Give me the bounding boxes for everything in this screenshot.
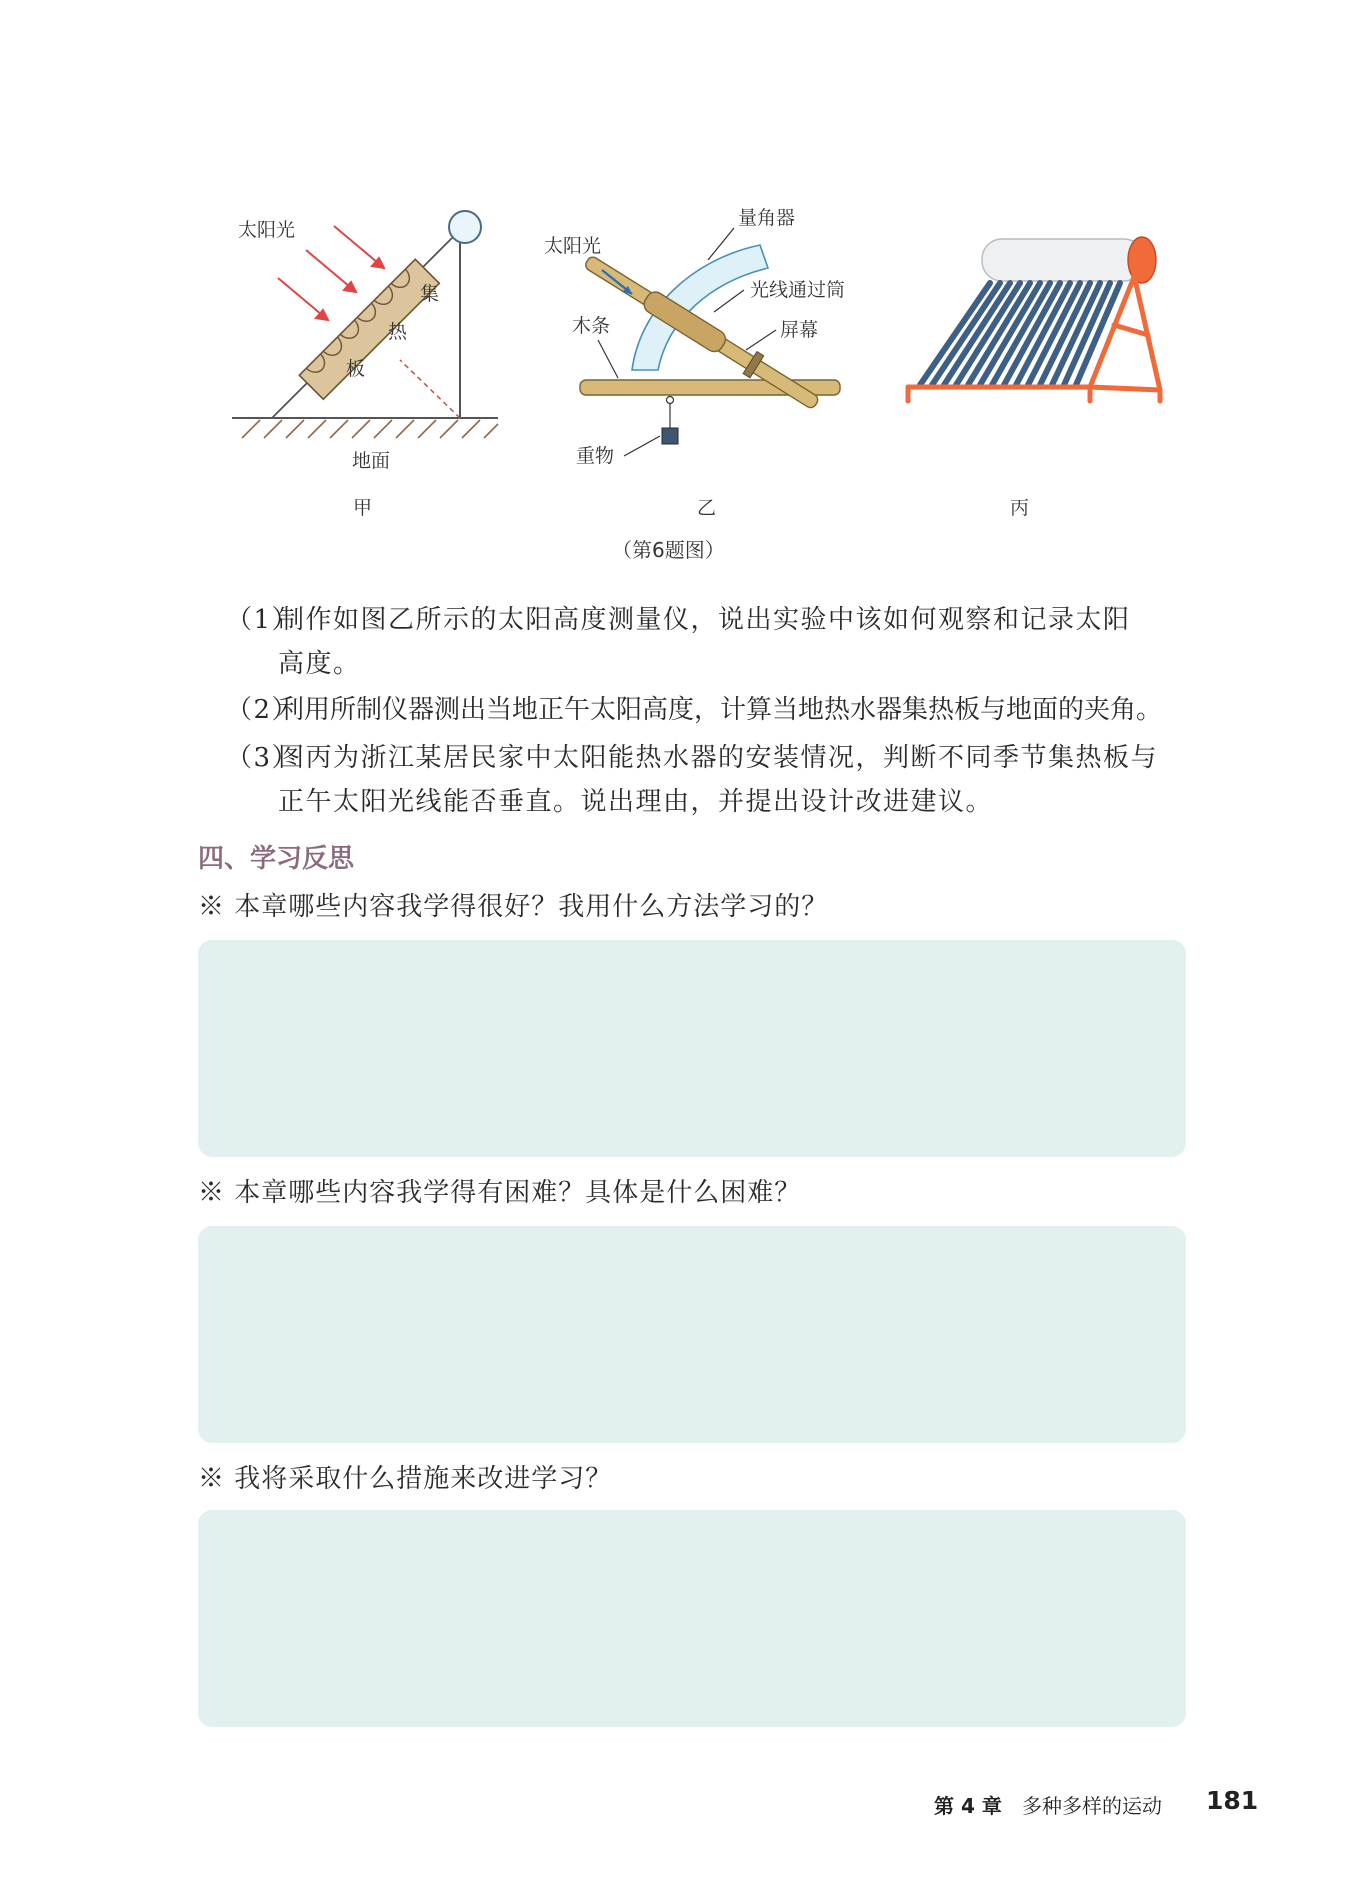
figure-yi	[540, 200, 900, 480]
answer-box-3[interactable]	[198, 1510, 1186, 1727]
question-3-number: （3）	[226, 743, 300, 773]
jia-board-char-2: 热	[388, 321, 408, 343]
figure-caption: （第6题图）	[612, 538, 725, 562]
question-1-number: （1）	[226, 605, 300, 635]
question-2-number: （2）	[226, 695, 300, 725]
figure-bing	[890, 225, 1180, 415]
jia-sunlight-label: 太阳光	[238, 219, 296, 241]
page-number: 181	[1206, 1786, 1259, 1815]
question-2-text: 利用所制仪器测出当地正午太阳高度，计算当地热水器集热板与地面的夹角。	[278, 695, 1163, 725]
reflection-prompt-3: ※ 我将采取什么措施来改进学习？	[198, 1464, 613, 1494]
figure-bing-label: 丙	[1010, 497, 1030, 519]
yi-protractor-label: 量角器	[738, 207, 796, 229]
answer-box-1[interactable]	[198, 940, 1186, 1157]
yi-sunlight-label: 太阳光	[544, 235, 602, 257]
question-1-text: 制作如图乙所示的太阳高度测量仪，说出实验中该如何观察和记录太阳	[278, 605, 1131, 635]
question-3-text-cont: 正午太阳光线能否垂直。说出理由，并提出设计改进建议。	[278, 787, 994, 817]
yi-weight-label: 重物	[576, 445, 615, 467]
question-1	[226, 598, 1186, 686]
figure-yi-label: 乙	[697, 497, 717, 519]
question-3-text: 图丙为浙江某居民家中太阳能热水器的安装情况，判断不同季节集热板与	[278, 743, 1159, 773]
jia-board-char-1: 集	[420, 283, 440, 305]
reflection-prompt-1: ※ 本章哪些内容我学得很好？我用什么方法学习的？	[198, 892, 829, 922]
yi-screen-label: 屏幕	[780, 319, 819, 341]
figure-jia-label: 甲	[353, 497, 373, 519]
question-1-text-cont: 高度。	[278, 649, 361, 679]
reflection-heading: 四、学习反思	[198, 844, 355, 874]
question-2	[226, 688, 1186, 732]
footer-chapter: 第 4 章	[934, 1794, 1002, 1818]
jia-ground-label: 地面	[352, 450, 391, 472]
question-3	[226, 736, 1186, 824]
footer-title: 多种多样的运动	[1022, 1794, 1162, 1818]
yi-tube-label: 光线通过筒	[750, 279, 846, 301]
reflection-prompt-2: ※ 本章哪些内容我学得有困难？具体是什么困难？	[198, 1178, 802, 1208]
answer-box-2[interactable]	[198, 1226, 1186, 1443]
figure-jia	[220, 200, 520, 490]
yi-stick-label: 木条	[572, 315, 611, 337]
jia-board-char-3: 板	[346, 358, 366, 380]
